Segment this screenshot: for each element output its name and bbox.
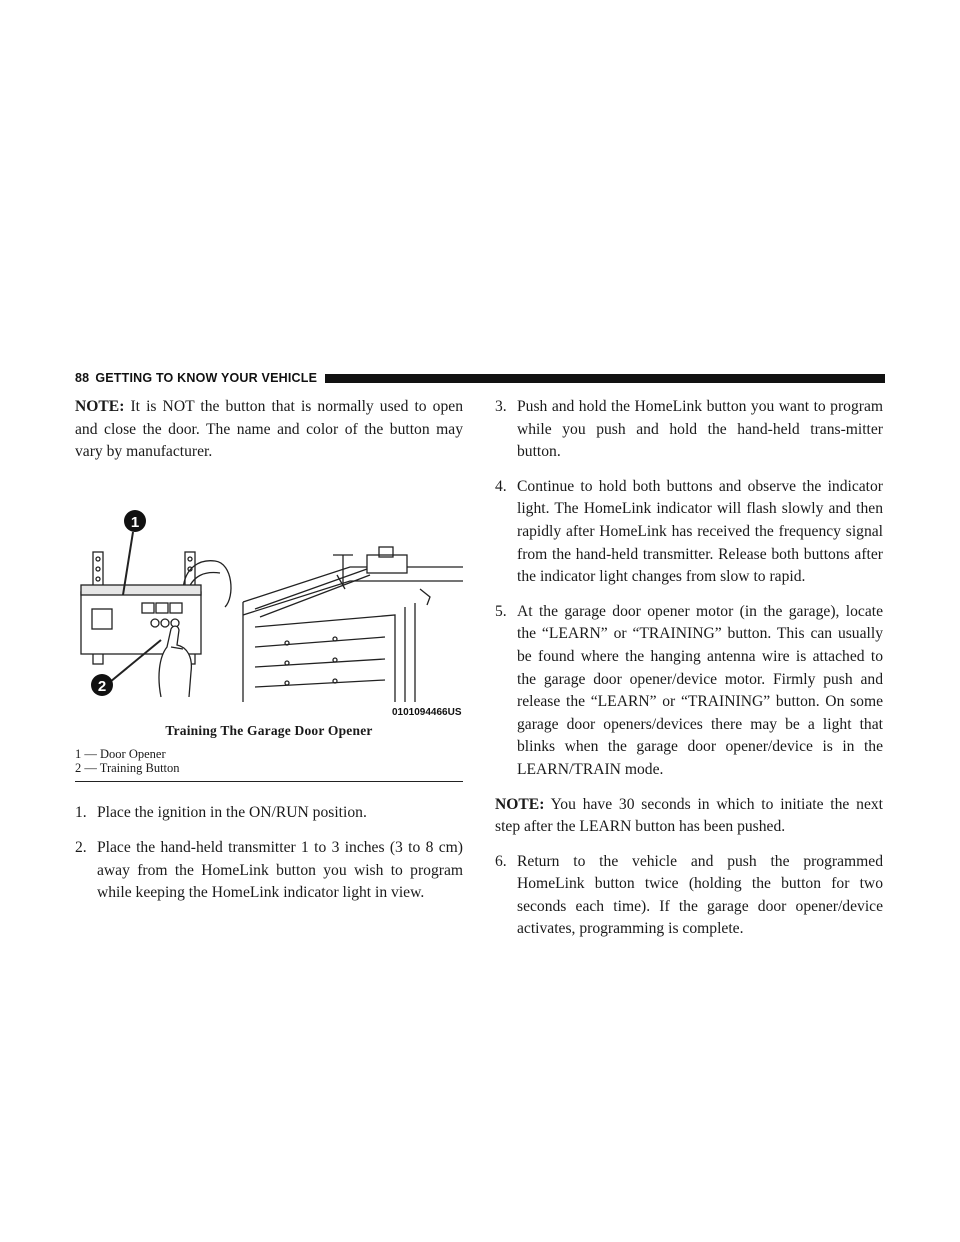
legend-item-1: 1 — Door Opener (75, 747, 166, 762)
step-5 (495, 601, 883, 782)
step-6-number: 6. (495, 852, 507, 870)
right-column (495, 396, 883, 941)
step-5-number: 5. (495, 602, 507, 620)
header-rule (325, 374, 885, 383)
step-2-number: 2. (75, 838, 87, 856)
page-number: 88 (75, 371, 90, 385)
step-4 (495, 476, 883, 589)
garage-opener-illustration (75, 497, 463, 712)
note-label-2: NOTE: (495, 795, 545, 813)
step-6 (495, 851, 883, 941)
step-4-text: Continue to hold both buttons and observe the indicator light. The HomeLink indicator will flash slowly and then rapidly after HomeLink has received the frequency signal from the hand-held transmitter. Release both buttons after the indicator light changes from slow to rapid. (517, 477, 883, 586)
figure-code: 0101094466US (392, 706, 462, 718)
left-column (75, 396, 463, 905)
note-text-2: You have 30 seconds in which to initiate the next step after the LEARN button has been pushed. (495, 795, 883, 836)
note-text: It is NOT the button that is normally used to open and close the door. The name and color of the button may vary by manufacturer. (75, 398, 463, 461)
step-2 (75, 837, 463, 905)
step-1-number: 1. (75, 804, 87, 822)
figure-legend (75, 747, 463, 775)
figure-caption: Training The Garage Door Opener (165, 722, 373, 738)
garage-opener-figure (75, 497, 463, 718)
step-3-text: Push and hold the HomeLink button you want to program while you push and hold the hand-held trans-mitter button. (517, 398, 883, 461)
step-2-text: Place the hand-held transmitter 1 to 3 inches (3 to 8 cm) away from the HomeLink button you wish to program while keeping the HomeLink indicator light in view. (97, 838, 463, 902)
step-6-text: Return to the vehicle and push the programmed HomeLink button twice (holding the button for two seconds each time). If the garage door opener/device activates, programming is complete. (517, 852, 883, 938)
step-1-text: Place the ignition in the ON/RUN position. (97, 804, 367, 822)
note-paragraph-2 (495, 794, 883, 839)
step-1 (75, 802, 463, 825)
step-3 (495, 396, 883, 464)
page-header (75, 370, 885, 386)
callout-1: 1 (130, 513, 140, 531)
step-5-text: At the garage door opener motor (in the garage), locate the “LEARN” or “TRAINING” button. This can usually be found where the hanging antenna wire is attached to the garage door opener/device motor. Firmly push and release the “LEARN” or “TRAINING” button. On some garage door openers/devices there may be a light that blinks when the garage door opener/device is in the LEARN/TRAIN mode. (517, 602, 883, 778)
note-paragraph (75, 396, 463, 464)
note-label: NOTE: (75, 398, 125, 415)
step-4-number: 4. (495, 477, 507, 495)
legend-item-2: 2 — Training Button (75, 761, 180, 776)
section-title: GETTING TO KNOW YOUR VEHICLE (95, 371, 318, 385)
step-3-number: 3. (495, 398, 507, 415)
callout-2: 2 (97, 677, 107, 695)
